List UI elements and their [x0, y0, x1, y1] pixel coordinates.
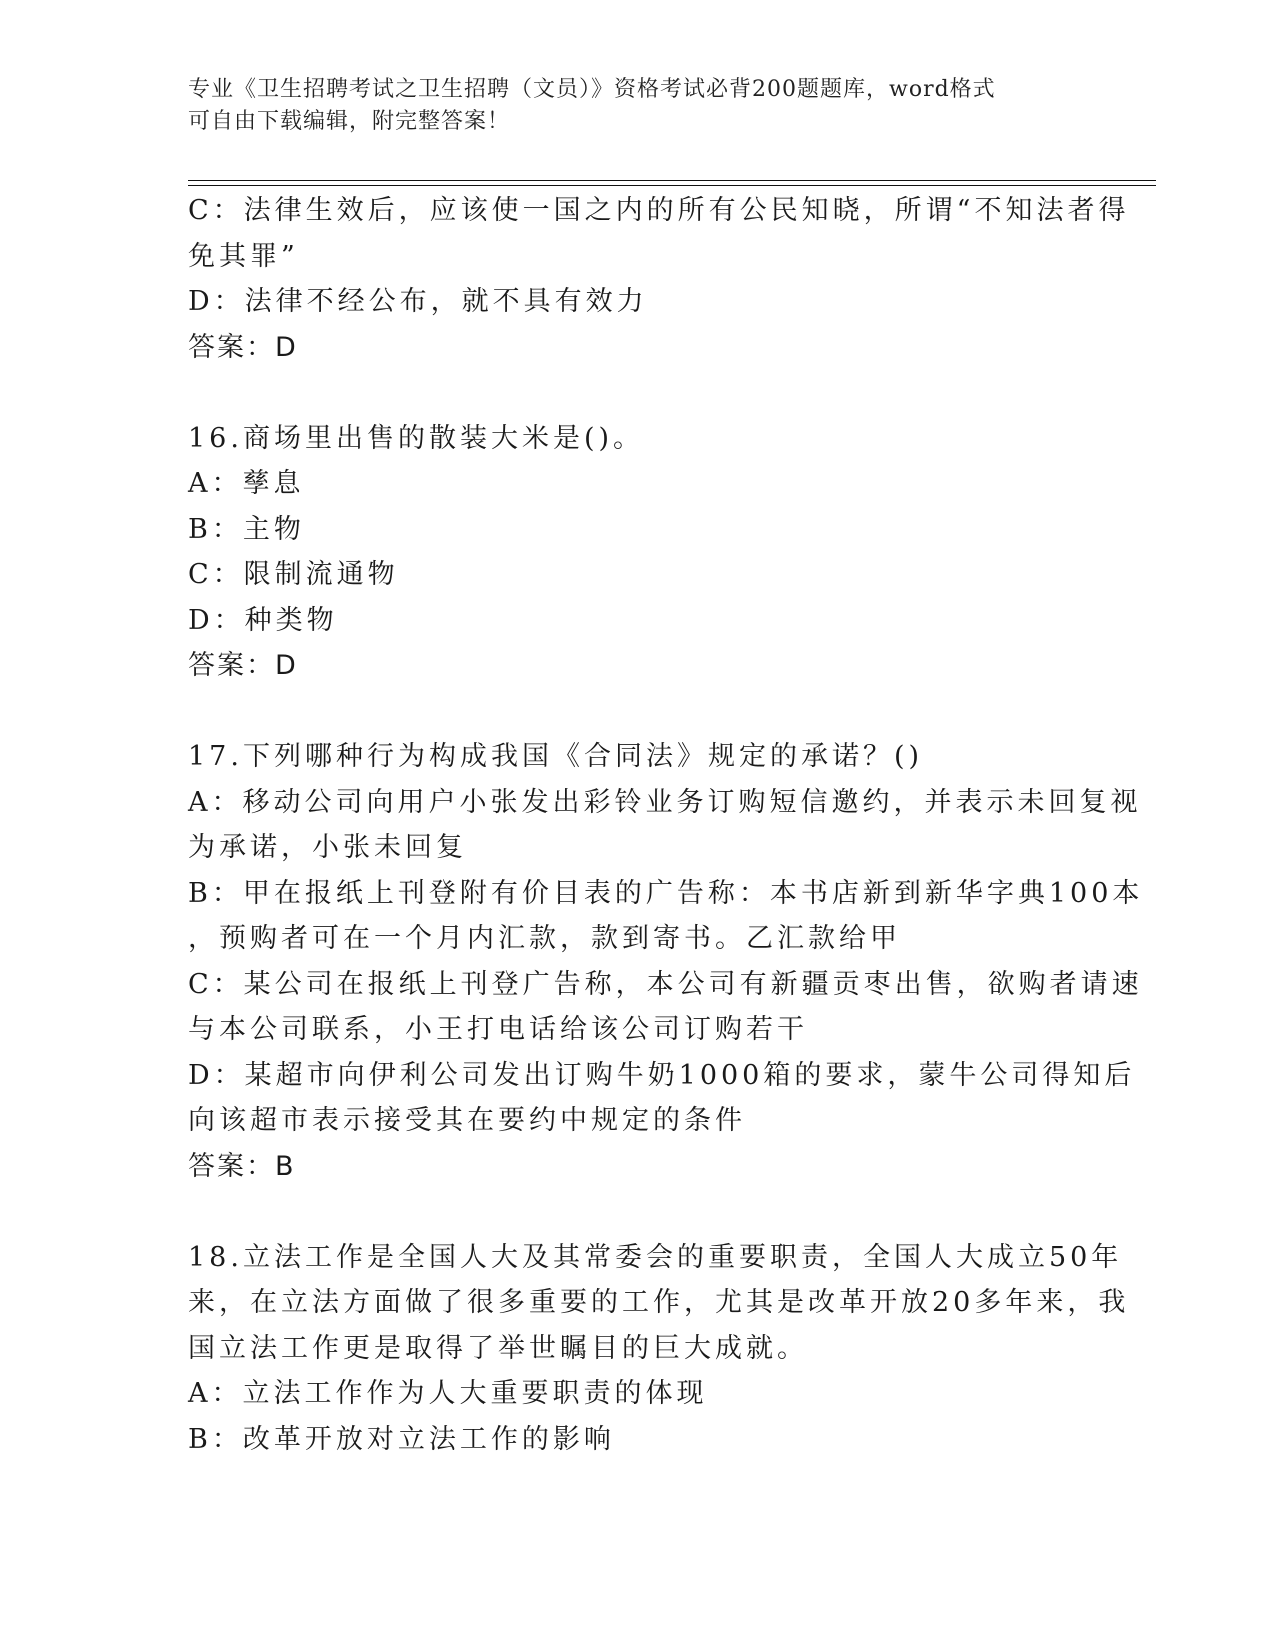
question-stem-cont: 来，在立法方面做了很多重要的工作，尤其是改革开放20多年来，我	[188, 1287, 1130, 1318]
option-c: C：限制流通物	[188, 559, 399, 590]
question-stem: 18.立法工作是全国人大及其常委会的重要职责，全国人大成立50年	[188, 1241, 1123, 1273]
answer-line: 答案：D	[188, 650, 298, 681]
question-content	[188, 188, 1144, 1462]
block-spacer	[188, 1189, 1088, 1235]
question-stem-cont: 国立法工作更是取得了举世瞩目的巨大成就。	[188, 1332, 808, 1364]
header-title-line-1: 专业《卫生招聘考试之卫生招聘（文员）》资格考试必背200题题库，word格式	[188, 77, 996, 102]
option-c: C：某公司在报纸上刊登广告称，本公司有新疆贡枣出售，欲购者请速	[188, 968, 1143, 1000]
answer-line: 答案：D	[188, 331, 298, 363]
option-b: B：改革开放对立法工作的影响	[188, 1423, 615, 1455]
option-d: D：某超市向伊利公司发出订购牛奶1000箱的要求，蒙牛公司得知后	[188, 1059, 1136, 1091]
block-spacer	[188, 689, 1088, 735]
option-a: A：立法工作作为人大重要职责的体现	[188, 1378, 708, 1409]
option-b: B：主物	[188, 513, 305, 545]
option-c-line-cont: 免其罪”	[188, 240, 299, 272]
option-a: A：孳息	[188, 468, 305, 499]
answer-line: 答案：B	[188, 1150, 296, 1182]
option-c-line: C：法律生效后，应该使一国之内的所有公民知晓，所谓“不知法者得	[188, 195, 1130, 226]
question-15-tail	[188, 188, 1130, 370]
option-a-cont: 为承诺，小张未回复	[188, 832, 467, 863]
block-spacer	[188, 370, 1088, 416]
question-stem: 17.下列哪种行为构成我国《合同法》规定的承诺？()	[188, 741, 924, 772]
question-16	[188, 416, 1088, 689]
option-a: A：移动公司向用户小张发出彩铃业务订购短信邀约，并表示未回复视	[188, 786, 1142, 818]
question-stem: 16.商场里出售的散装大米是()。	[188, 422, 645, 454]
option-c-cont: 与本公司联系，小王打电话给该公司订购若干	[188, 1014, 808, 1045]
option-d-line: D：法律不经公布，就不具有效力	[188, 286, 648, 317]
question-18	[188, 1235, 1130, 1463]
option-b: B：甲在报纸上刊登附有价目表的广告称：本书店新到新华字典100本	[188, 877, 1144, 909]
header-rule-top	[188, 180, 1156, 181]
option-d: D：种类物	[188, 604, 338, 636]
header-title-line-2: 可自由下载编辑，附完整答案！	[188, 109, 511, 134]
document-header	[188, 74, 1068, 138]
header-rule-bottom	[188, 185, 1156, 186]
option-d-cont: 向该超市表示接受其在要约中规定的条件	[188, 1105, 746, 1136]
question-17	[188, 734, 1144, 1189]
option-b-cont: ，预购者可在一个月内汇款，款到寄书。乙汇款给甲	[188, 923, 901, 954]
